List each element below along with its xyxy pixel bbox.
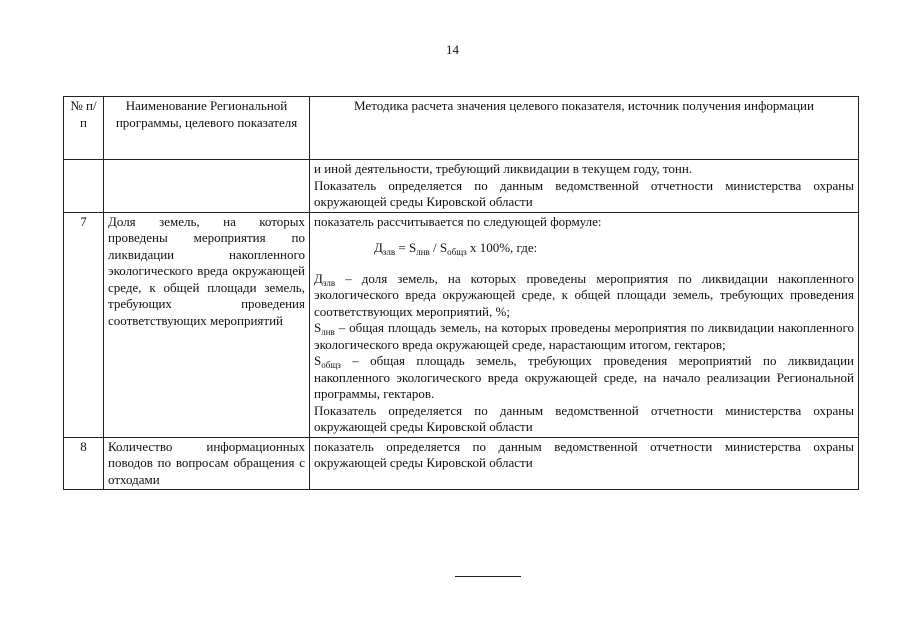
indicators-table	[63, 96, 859, 490]
row7-def-3	[314, 353, 854, 403]
def2-sub: лнв	[321, 327, 335, 337]
row7-source: Показатель определяется по данным ведомственной отчетности министерства охраны окружающей среды Кировской области	[314, 402, 854, 434]
cell-num-empty	[64, 160, 104, 213]
def1-sub: злв	[322, 277, 336, 288]
def3-text: – общая площадь земель, требующих проведения мероприятий по ликвидации накопленного экологического вреда окружающей среде, на начало реализации Региональной программы, гектаров.	[314, 353, 854, 401]
row8-method: показатель определяется по данным ведомственной отчетности министерства охраны окружающей среды Кировской области	[310, 437, 859, 490]
continued-text: и иной деятельности, требующий ликвидации в текущем году, тонн.	[314, 161, 693, 176]
formula-tail: x 100%, где:	[466, 240, 538, 255]
formula-slash: / S	[429, 240, 448, 255]
cell-method-continued	[310, 160, 859, 213]
table-header-row	[64, 97, 859, 160]
formula-lhs-sub: злв	[382, 247, 396, 257]
cell-name-empty	[104, 160, 310, 213]
def3-symbol: S	[314, 353, 322, 368]
def3-sub: общз	[321, 360, 341, 370]
formula-lhs: Д	[374, 240, 383, 255]
header-method: Методика расчета значения целевого показателя, источник получения информации	[310, 97, 859, 160]
table-row-8	[64, 437, 859, 490]
header-num: № п/п	[64, 97, 104, 160]
row7-intro: показатель рассчитывается по следующей формуле:	[314, 213, 602, 229]
row7-name: Доля земель, на которых проведены мероприятия по ликвидации накопленного экологического вреда окружающей среде, к общей площади земель, требующих проведения соответствующих мероприятий	[104, 212, 310, 437]
page-number: 14	[446, 42, 459, 57]
row7-num: 7	[64, 212, 104, 437]
row7-def-2	[314, 320, 854, 353]
header-name: Наименование Региональной программы, целевого показателя	[104, 97, 310, 160]
row8-num: 8	[64, 437, 104, 490]
row7-formula	[314, 240, 854, 257]
formula-s2-sub: общз	[447, 247, 467, 257]
table-row-continued	[64, 160, 859, 213]
def1-text: – доля земель, на которых проведены мероприятия по ликвидации накопленного экологического вреда окружающей среде, к общей площади земель, требующих проведения соответствующих мероприятий, %;	[314, 270, 854, 319]
def2-text: – общая площадь земель, на которых проведены мероприятия по ликвидации накопленного экологического вреда окружающей среде, нарастающим итогом, гектаров;	[314, 320, 854, 352]
table-row-7	[64, 212, 859, 437]
row7-def-1	[314, 271, 854, 321]
row8-name: Количество информационных поводов по вопросам обращения с отходами	[104, 437, 310, 490]
row7-method	[310, 212, 859, 437]
continued-source: Показатель определяется по данным ведомственной отчетности министерства охраны окружающей среды Кировской области	[314, 177, 854, 209]
def1-symbol: Д	[314, 270, 323, 286]
formula-s1-sub: лнв	[416, 247, 430, 257]
bottom-divider	[455, 576, 521, 577]
def2-symbol: S	[314, 320, 322, 335]
formula-eq: = S	[395, 240, 417, 255]
